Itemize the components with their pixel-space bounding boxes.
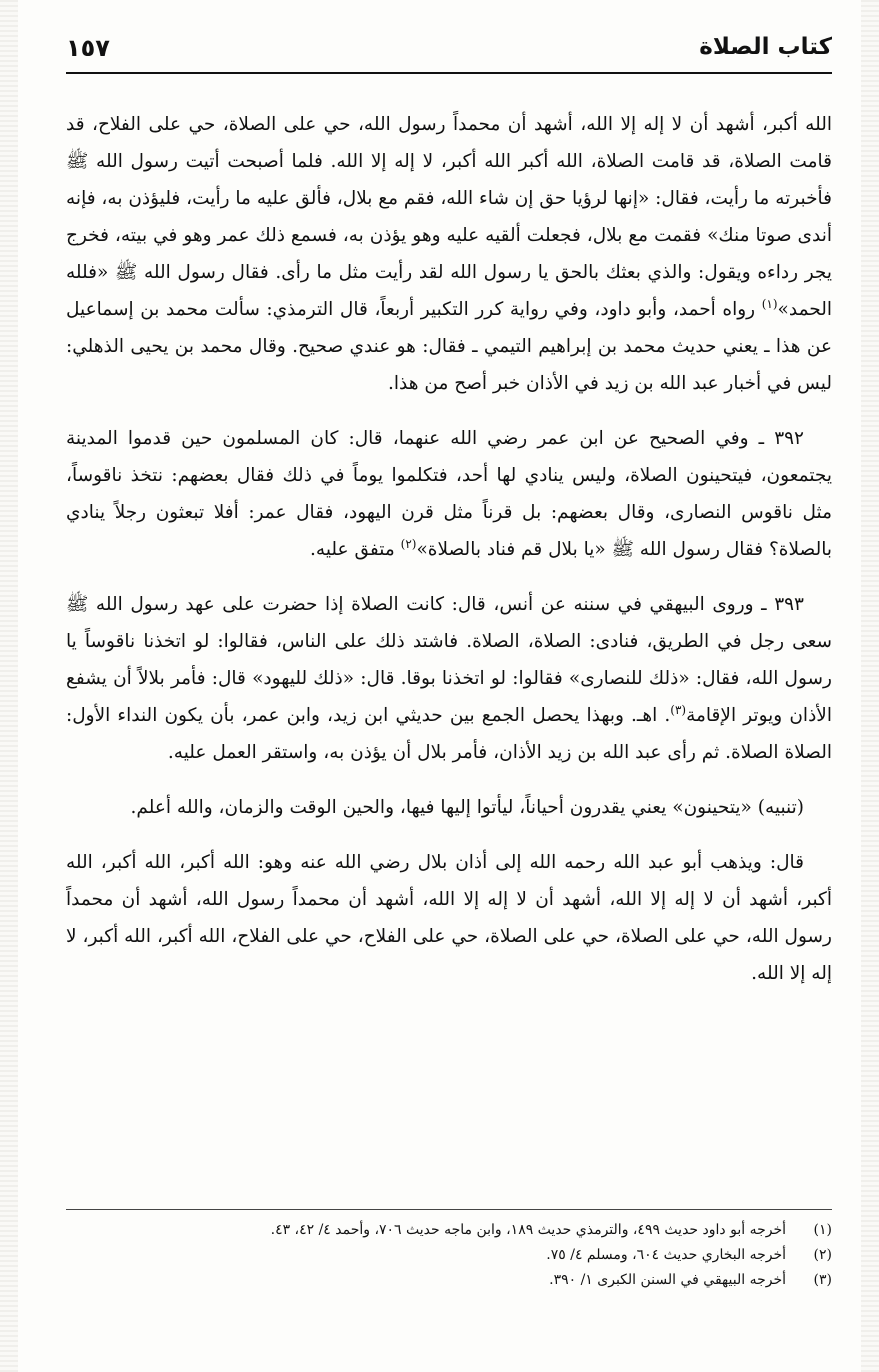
page-number: ١٥٧ (66, 34, 110, 62)
paragraph (66, 106, 832, 402)
paragraph-text: (تنبيه) «يتحينون» يعني يقدرون أحياناً، ليأتوا إليها فيها، والحين الوقت والزمان، والله أعلم. (130, 797, 804, 818)
footnote-item (66, 1243, 832, 1268)
footnotes (66, 1209, 832, 1293)
running-title: كتاب الصلاة (699, 34, 832, 60)
paragraph-text: ٣٩٣ ـ وروى البيهقي في سننه عن أنس، قال: كانت الصلاة إذا حضرت على عهد رسول الله ﷺ سعى رجل في الطريق، فنادى: الصلاة، الصلاة. فاشتد ذلك على الناس، فقالوا: لو اتخذنا ناقوساً يا رسول الله، فقال: «ذلك للنصارى» فقالوا: لو اتخذنا بوقا. قال: «ذلك لليهود» قال: فأمر بلالاً أن يشفع الأذان ويوتر الإقامة (66, 594, 832, 726)
paragraph-tail: رواه أحمد، وأبو داود، وفي رواية كرر التكبير أربعاً، قال الترمذي: سألت محمد بن إسماعيل عن هذا ـ يعني حديث محمد بن إبراهيم التيمي ـ فقال: هو عندي صحيح. وقال محمد بن يحيى الذهلي: ليس في أخبار عبد الله بن زيد في الأذان خبر أصح من هذا. (66, 299, 832, 394)
footnote-number: (٢) (813, 1247, 832, 1263)
page-header (66, 24, 832, 74)
footnote-number: (٣) (813, 1272, 832, 1288)
left-page-edge (0, 0, 18, 1372)
right-page-edge (861, 0, 879, 1372)
paragraph-text: قال: ويذهب أبو عبد الله رحمه الله إلى أذان بلال رضي الله عنه وهو: الله أكبر، الله أكبر، الله أكبر، أشهد أن لا إله إلا الله، أشهد أن لا إله إلا الله، أشهد أن محمداً رسول الله، أشهد أن محمداً رسول الله، حي على الصلاة، حي على الصلاة، حي على الفلاح، حي على الفلاح، الله أكبر، الله أكبر، لا إله إلا الله. (66, 852, 832, 984)
paragraph-tail: متفق عليه. (310, 539, 401, 560)
paragraph-tail: . اهـ. وبهذا يحصل الجمع بين حديثي ابن زيد، وابن عمر، بأن يكون النداء الأول: الصلاة الصلاة. ثم رأى عبد الله بن زيد الأذان، فأمر بلال أن يؤذن به، واستقر العمل عليه. (66, 705, 832, 763)
paragraph (66, 789, 832, 826)
paragraph-text: ٣٩٢ ـ وفي الصحيح عن ابن عمر رضي الله عنهما، قال: كان المسلمون حين قدموا المدينة يجتمعون، فيتحينون الصلاة، وليس ينادي لها أحد، فتكلموا يوماً في ذلك فقال بعضهم: نتخذ ناقوساً، مثل ناقوس النصارى، وقال بعضهم: بل قرناً مثل قرن اليهود، فقال عمر: أفلا تبعثون رجلاً ينادي بالصلاة؟ فقال رسول الله ﷺ «يا بلال قم فناد بالصلاة» (66, 428, 832, 560)
footnote-ref: (١) (761, 296, 778, 311)
footnote-ref: (٢) (400, 536, 417, 551)
footnote-text: أخرجه البخاري حديث ٦٠٤، ومسلم ٤/ ٧٥. (546, 1247, 786, 1263)
body-text (66, 106, 832, 992)
paragraph-text: الله أكبر، أشهد أن لا إله إلا الله، أشهد أن محمداً رسول الله، حي على الصلاة، حي على الفلاح، قد قامت الصلاة، قد قامت الصلاة، الله أكبر الله أكبر، لا إله إلا الله. فلما أصبحت أتيت رسول الله ﷺ فأخبرته ما رأيت، فقال: «إنها لرؤيا حق إن شاء الله، فقم مع بلال، فألق عليه ما رأيت، فليؤذن به، فإنه أندى صوتا منك» فقمت مع بلال، فجعلت ألقيه عليه وهو يؤذن به، فسمع ذلك عمر وهو في بيته، فخرج يجر رداءه ويقول: والذي بعثك بالحق يا رسول الله لقد رأيت مثل ما رأى. فقال رسول الله ﷺ «فلله الحمد» (66, 114, 832, 320)
paragraph (66, 420, 832, 568)
paragraph (66, 844, 832, 992)
footnote-number: (١) (813, 1222, 832, 1238)
book-page (66, 24, 832, 1344)
footnote-text: أخرجه أبو داود حديث ٤٩٩، والترمذي حديث ١٨٩، وابن ماجه حديث ٧٠٦، وأحمد ٤/ ٤٢، ٤٣. (270, 1222, 786, 1238)
footnote-ref: (٣) (670, 702, 687, 717)
footnote-text: أخرجه البيهقي في السنن الكبرى ١/ ٣٩٠. (549, 1272, 786, 1288)
paragraph (66, 586, 832, 771)
footnote-item (66, 1218, 832, 1243)
footnote-item (66, 1268, 832, 1293)
